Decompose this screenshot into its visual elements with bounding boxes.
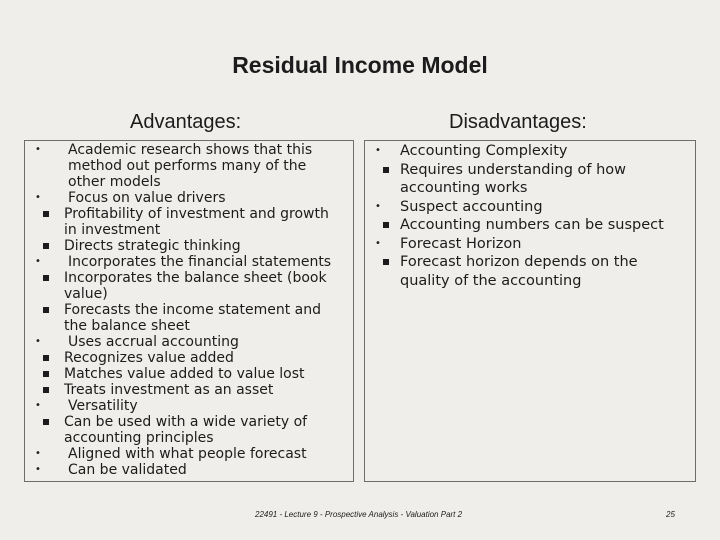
sub-item — [32, 382, 342, 398]
list-item — [32, 190, 342, 254]
slide-footer: 22491 - Lecture 9 - Prospective Analysis - Valuation Part 2 — [255, 510, 463, 519]
list-item — [372, 235, 684, 291]
square-bullet-icon — [383, 167, 389, 173]
bullet: • — [35, 400, 41, 411]
sub-item — [32, 366, 342, 382]
sub-item — [32, 414, 342, 446]
list-item-text: Suspect accounting — [400, 198, 543, 215]
square-bullet-icon — [43, 355, 49, 361]
bullet: • — [35, 464, 41, 475]
sub-item-text: Accounting numbers can be suspect — [400, 217, 664, 233]
sub-item-text: Forecasts the income statement and the balance sheet — [64, 302, 322, 334]
list-item — [32, 142, 342, 190]
square-bullet-icon — [43, 371, 49, 377]
sub-item-text: Recognizes value added — [64, 350, 234, 366]
sub-item — [372, 161, 684, 198]
bullet: • — [375, 145, 381, 156]
bullet: • — [35, 192, 41, 203]
sub-item — [32, 302, 342, 334]
bullet: • — [375, 200, 381, 212]
bullet: • — [35, 256, 41, 267]
list-item-text: Incorporates the financial statements — [68, 254, 332, 270]
sub-item — [32, 238, 342, 254]
list-item-text: Academic research shows that this method out performs many of the other models — [68, 142, 313, 190]
disadvantages-list — [372, 142, 684, 290]
sub-item-text: Profitability of investment and growth in investment — [64, 206, 329, 238]
disadvantages-heading: Disadvantages: — [449, 111, 587, 133]
bullet: • — [35, 448, 41, 459]
square-bullet-icon — [43, 211, 49, 217]
bullet: • — [35, 144, 41, 155]
square-bullet-icon — [43, 387, 49, 393]
list-item-text: Versatility — [68, 398, 138, 414]
advantages-list — [32, 142, 342, 478]
list-item-text: Focus on value drivers — [68, 190, 226, 206]
slide-title: Residual Income Model — [232, 52, 488, 78]
advantages-heading: Advantages: — [130, 111, 242, 133]
sub-item-text: Requires understanding of how accounting works — [400, 161, 627, 196]
page-number: 25 — [666, 510, 675, 519]
sub-item — [32, 350, 342, 366]
sub-item-text: Can be used with a wide variety of accounting principles — [64, 414, 308, 446]
list-item-text: Can be validated — [68, 462, 187, 478]
sub-item — [372, 253, 684, 290]
list-item — [32, 398, 342, 446]
list-item — [32, 446, 342, 462]
square-bullet-icon — [43, 419, 49, 425]
sub-item — [32, 270, 342, 302]
sub-item — [372, 216, 684, 235]
list-item — [32, 254, 342, 334]
sub-item — [32, 206, 342, 238]
list-item-text: Accounting Complexity — [400, 143, 568, 159]
square-bullet-icon — [43, 307, 49, 313]
bullet: • — [35, 336, 41, 347]
list-item — [32, 462, 342, 478]
list-item — [372, 142, 684, 198]
square-bullet-icon — [383, 222, 389, 228]
square-bullet-icon — [383, 259, 389, 265]
list-item — [372, 198, 684, 235]
list-item-text: Forecast Horizon — [400, 235, 522, 252]
sub-item-text: Incorporates the balance sheet (book value) — [64, 270, 327, 302]
sub-item-text: Directs strategic thinking — [64, 238, 241, 254]
list-item-text: Aligned with what people forecast — [68, 446, 307, 462]
bullet: • — [375, 237, 381, 249]
list-item-text: Uses accrual accounting — [68, 334, 239, 350]
list-item — [32, 334, 342, 398]
sub-item-text: Forecast horizon depends on the quality of the accounting — [400, 254, 638, 289]
square-bullet-icon — [43, 275, 49, 281]
square-bullet-icon — [43, 243, 49, 249]
sub-item-text: Treats investment as an asset — [64, 382, 274, 398]
sub-item-text: Matches value added to value lost — [64, 366, 305, 382]
